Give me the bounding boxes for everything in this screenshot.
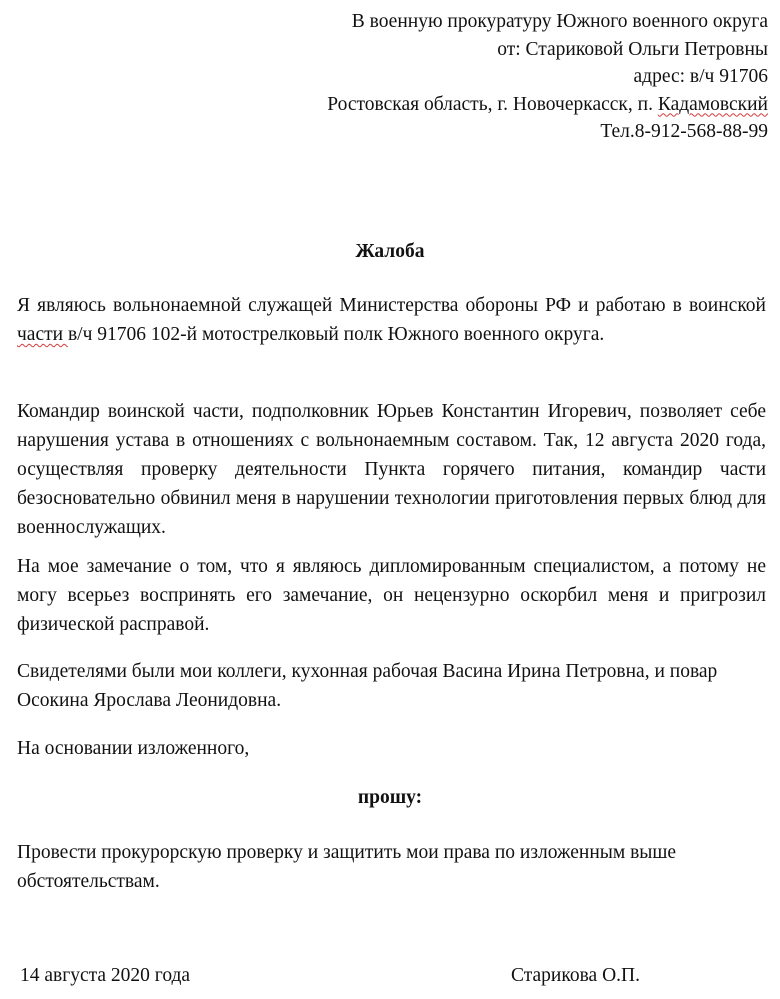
addressee-line: В военную прокуратуру Южного военного округа: [351, 11, 768, 32]
paragraph-insult: На мое замечание о том, что я являюсь дипломированным специалистом, а потому не могу всерьез воспринять его замечание, он нецензурно оскорбил меня и пригрозил физической расправой.: [17, 556, 766, 635]
addressee-block: [327, 8, 768, 146]
document-title: Жалоба: [355, 241, 425, 262]
phone-line: Тел.8-912-568-88-99: [600, 121, 768, 142]
paragraph-basis: На основании изложенного,: [17, 738, 250, 759]
sender-line: от: Стариковой Ольги Петровны: [497, 38, 768, 60]
document-date: 14 августа 2020 года: [20, 965, 191, 986]
signature: Старикова О.П.: [511, 965, 640, 986]
settlement-name: Кадамовский: [657, 93, 768, 115]
paragraph-text: Я являюсь вольнонаемной служащей Министерства обороны РФ и работаю в воинской: [17, 295, 766, 316]
paragraph-incident: Командир воинской части, подполковник Юрьев Константин Игоревич, позволяет себе нарушения устава в отношениях с вольнонаемным составом. Так, 12 августа 2020 года, осуществляя проверку деятельности Пункта горячего питания, командир части безосновательно обвинил меня в нарушении технологии приготовления первых блюд для военнослужащих.: [17, 401, 766, 538]
address-line: адрес: в/ч 91706: [633, 66, 768, 87]
location-line: [327, 91, 768, 119]
paragraph-request: Провести прокурорскую проверку и защитить мои права по изложенным выше обстоятельствам.: [17, 842, 677, 892]
paragraph-employment: [17, 291, 766, 349]
location-prefix: Ростовская область, г. Новочеркасск, п.: [327, 93, 658, 115]
paragraph-witnesses: Свидетелями были мои коллеги, кухонная рабочая Васина Ирина Петровна, и повар Осокина Ярослава Леонидовна.: [17, 661, 718, 711]
flagged-word: части: [17, 324, 68, 345]
paragraph-text: в/ч 91706 102-й мотострелковый полк Южного военного округа.: [67, 324, 605, 345]
request-heading: прошу:: [357, 787, 423, 808]
